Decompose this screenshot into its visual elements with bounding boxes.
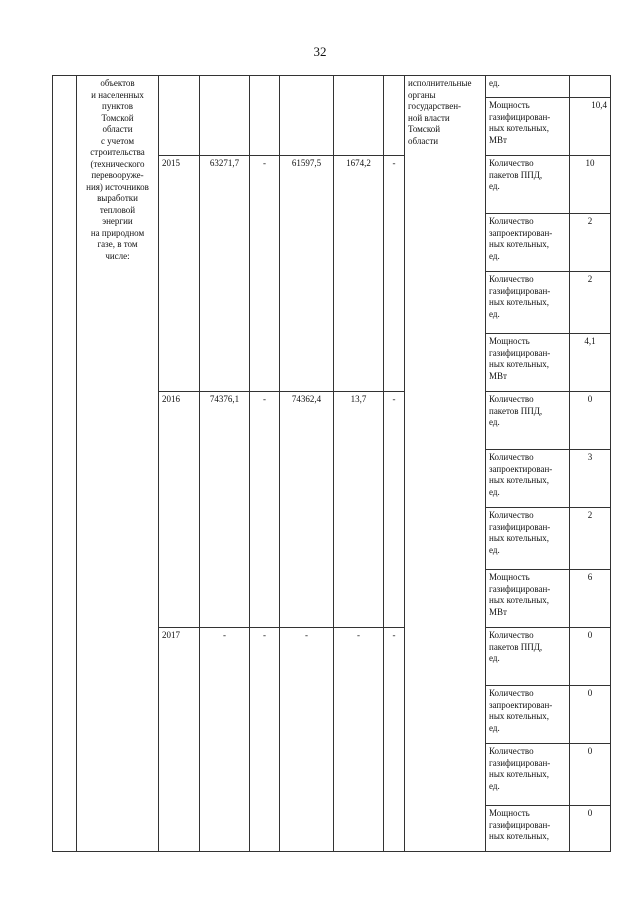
indicator-line: ед. xyxy=(489,308,500,319)
year-cell: 2016 xyxy=(159,392,200,628)
indicator-line: Мощность xyxy=(489,336,530,346)
executor-line: области xyxy=(408,135,439,146)
indicator-line: ед. xyxy=(489,544,500,555)
indicator-line: газифицирован- xyxy=(489,347,551,358)
indicator-value: 3 xyxy=(570,450,611,508)
description-line: тепловой xyxy=(99,204,136,215)
indicator-cell xyxy=(486,508,570,570)
indicator-value: 6 xyxy=(570,570,611,628)
executor-line: ной власти xyxy=(408,112,450,123)
indicator-line: Количество xyxy=(489,688,534,698)
description-line: с учетом xyxy=(100,135,135,146)
indicator-value: 2 xyxy=(570,508,611,570)
indicator-line: газифицирован- xyxy=(489,819,551,830)
description-line: газе, в том xyxy=(97,239,138,249)
program-table xyxy=(52,75,611,852)
indicator-line: газифицирован- xyxy=(489,521,551,532)
indicator-line: ных котельных, xyxy=(489,239,550,249)
indicator-value: 0 xyxy=(570,628,611,686)
indicator-line: ед. xyxy=(489,780,500,791)
table-body xyxy=(53,76,611,852)
indicator-line: Количество xyxy=(489,158,534,168)
empty-cell xyxy=(159,76,200,156)
indicator-value: 2 xyxy=(570,214,611,272)
federal-amount: - xyxy=(250,156,280,392)
indicator-line: ных котельных, xyxy=(489,475,550,485)
indicator-line: ных котельных, xyxy=(489,297,550,307)
indicator-line: запроектирован- xyxy=(489,227,553,238)
indicator-line: Количество xyxy=(489,394,534,404)
indicator-cell xyxy=(486,570,570,628)
indicator-value: 4,1 xyxy=(570,334,611,392)
indicator-line: ных котельных, xyxy=(489,533,550,543)
indicator-cell xyxy=(486,744,570,806)
indicator-line: ед. xyxy=(489,181,500,191)
description-line: области xyxy=(102,124,133,134)
empty-cell xyxy=(250,76,280,156)
indicator-value xyxy=(570,76,611,98)
indicator-line: ед. xyxy=(489,417,500,427)
indicator-line: Количество xyxy=(489,630,534,640)
indicator-line: Количество xyxy=(489,274,534,284)
indicator-cell xyxy=(486,392,570,450)
indicator-line: ных котельных, xyxy=(489,831,550,841)
indicator-line: ных котельных, xyxy=(489,769,550,779)
indicator-cell xyxy=(486,628,570,686)
local-amount: 1674,2 xyxy=(334,156,384,392)
indicator-cell xyxy=(486,156,570,214)
indicator-value: 2 xyxy=(570,272,611,334)
federal-amount: - xyxy=(250,628,280,852)
indicator-value: 0 xyxy=(570,744,611,806)
year-cell: 2015 xyxy=(159,156,200,392)
indicator-line: ных котельных, xyxy=(489,359,550,369)
executor-line: государствен- xyxy=(408,101,462,111)
indicator-line: газифицирован- xyxy=(489,285,551,296)
regional-amount: 61597,5 xyxy=(280,156,334,392)
indicator-line: Количество xyxy=(489,216,534,226)
indicator-line: ед. xyxy=(489,653,500,663)
description-line: пунктов xyxy=(102,101,133,111)
indicator-line: ных котельных, xyxy=(489,711,550,721)
other-amount: - xyxy=(384,156,405,392)
empty-cell xyxy=(334,76,384,156)
description-line: ния) источников xyxy=(86,181,149,192)
description-line: выработки xyxy=(97,193,138,203)
description-line: числе: xyxy=(105,250,130,261)
indicator-line: МВт xyxy=(489,606,507,617)
indicator-cell: ед. xyxy=(486,76,570,98)
number-cell xyxy=(53,76,77,852)
indicator-cell xyxy=(486,214,570,272)
regional-amount: 74362,4 xyxy=(280,392,334,628)
indicator-line: ед. xyxy=(489,486,500,497)
indicator-cell xyxy=(486,98,570,156)
indicator-line: пакетов ППД, xyxy=(489,641,543,652)
total-amount: 74376,1 xyxy=(200,392,250,628)
regional-amount: - xyxy=(280,628,334,852)
indicator-line: пакетов ППД, xyxy=(489,405,543,416)
year-cell: 2017 xyxy=(159,628,200,852)
indicator-line: ед. xyxy=(489,250,500,261)
indicator-value: 0 xyxy=(570,806,611,852)
indicator-cell xyxy=(486,686,570,744)
indicator-line: Мощность xyxy=(489,808,530,818)
description-line: Томской xyxy=(101,112,134,123)
local-amount: 13,7 xyxy=(334,392,384,628)
table-row xyxy=(53,76,611,98)
executor-cell xyxy=(405,76,486,852)
other-amount: - xyxy=(384,628,405,852)
executor-line: Томской xyxy=(408,124,441,134)
description-line: перевооруже- xyxy=(91,170,144,180)
local-amount: - xyxy=(334,628,384,852)
indicator-cell xyxy=(486,450,570,508)
indicator-line: МВт xyxy=(489,134,507,145)
total-amount: 63271,7 xyxy=(200,156,250,392)
indicator-line: Количество xyxy=(489,746,534,756)
indicator-line: Мощность xyxy=(489,100,530,110)
description-line: (технического xyxy=(90,158,145,169)
indicator-cell xyxy=(486,806,570,852)
indicator-cell xyxy=(486,272,570,334)
indicator-line: газифицирован- xyxy=(489,757,551,768)
indicator-value: 10 xyxy=(570,156,611,214)
indicator-cell xyxy=(486,334,570,392)
indicator-line: МВт xyxy=(489,370,507,381)
description-line: и населенных xyxy=(91,89,144,100)
indicator-line: запроектирован- xyxy=(489,463,553,474)
executor-line: исполнительные xyxy=(408,78,472,88)
page-number: 32 xyxy=(313,44,327,59)
indicator-line: ных котельных, xyxy=(489,123,550,133)
empty-cell xyxy=(280,76,334,156)
indicator-line: Количество xyxy=(489,510,534,520)
indicator-line: Количество xyxy=(489,452,534,462)
indicator-line: газифицирован- xyxy=(489,111,551,122)
indicator-value: 10,4 xyxy=(570,98,611,156)
description-line: объектов xyxy=(100,78,135,88)
description-cell xyxy=(77,76,159,852)
indicator-line: Мощность xyxy=(489,572,530,582)
total-amount: - xyxy=(200,628,250,852)
other-amount: - xyxy=(384,392,405,628)
empty-cell xyxy=(384,76,405,156)
executor-line: органы xyxy=(408,89,436,100)
indicator-line: ных котельных, xyxy=(489,595,550,605)
indicator-value: 0 xyxy=(570,392,611,450)
federal-amount: - xyxy=(250,392,280,628)
description-line: энергии xyxy=(102,216,133,226)
indicator-value: 0 xyxy=(570,686,611,744)
description-line: строительства xyxy=(90,147,145,157)
indicator-line: ед. xyxy=(489,722,500,733)
indicator-line: газифицирован- xyxy=(489,583,551,594)
description-line: на природном xyxy=(90,227,145,238)
indicator-line: запроектирован- xyxy=(489,699,553,710)
indicator-line: пакетов ППД, xyxy=(489,169,543,180)
empty-cell xyxy=(200,76,250,156)
